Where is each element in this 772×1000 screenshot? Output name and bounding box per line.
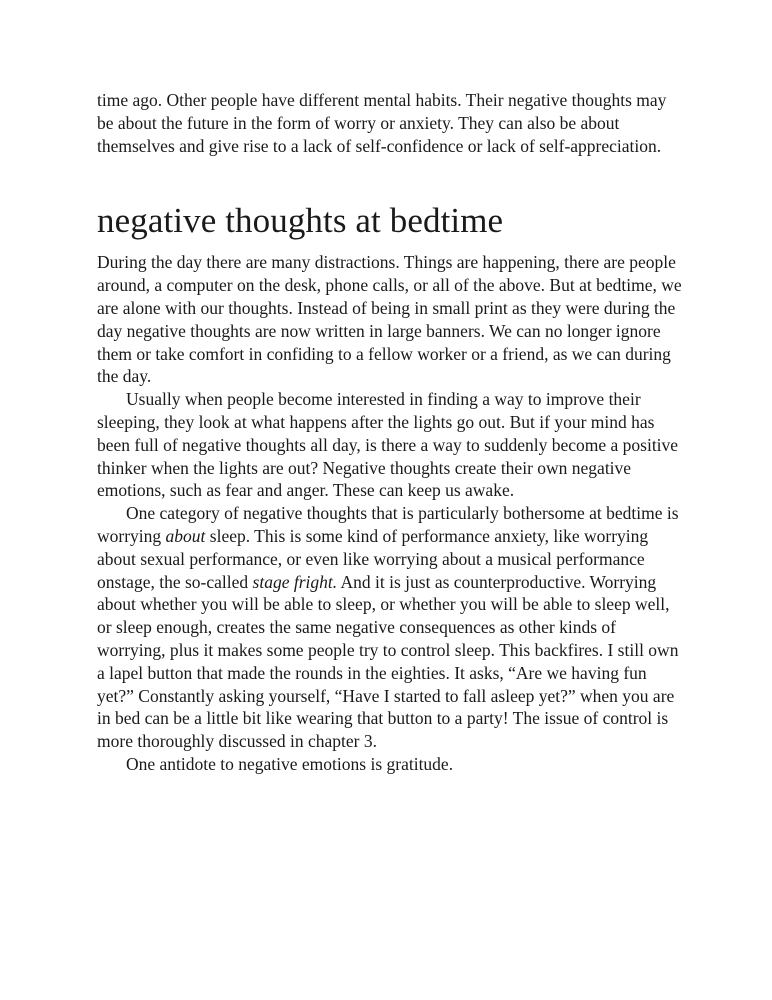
paragraph-2: Usually when people become interested in finding a way to improve their sleeping, they look at what happens after the lights go out. But if your mind has been full of negative thoughts all day, is there a way to suddenly become a positive thinker when the lights are out? Negative thoughts create their own negative emotions, such as fear and anger. These can keep us awake. [97,389,679,501]
emphasis-stage-fright: stage fright. [252,571,338,592]
paragraph-1: During the day there are many distractions. Things are happening, there are people around, a computer on the desk, phone calls, or all of the above. But at bedtime, we are alone with our thoughts. Instead of being in small print as they were during the day negative thoughts are now written in large banners. We can no longer ignore them or take comfort in confiding to a fellow worker or a friend, as we can during the day. [97,252,682,387]
intro-paragraph: time ago. Other people have different mental habits. Their negative thoughts may be about the future in the form of worry or anxiety. They can also be about themselves and give rise to a lack of self-confidence or lack of self-appreciation. [97,90,667,156]
page-body [97,89,682,776]
paragraph-3 [97,502,682,753]
paragraph-3-text-c: And it is just as counterproductive. Worrying about whether you will be able to sleep, or whether you will be able to sleep well, or sleep enough, creates the same negative consequences as other kinds of worrying, plus it makes some people try to control sleep. This backfires. I still own a lapel button that made the rounds in the eighties. It asks, “Are we having fun yet?” Constantly asking yourself, “Have I started to fall asleep yet?” when you are in bed can be a little bit like wearing that button to a party! The issue of control is more thoroughly discussed in chapter 3. [97,571,679,752]
emphasis-about: about [165,525,206,546]
paragraph-3-text-a: One category of negative thoughts that is particularly bothersome at bedtime is worrying [97,503,679,546]
section-heading: negative thoughts at bedtime [97,201,504,241]
paragraph-4: One antidote to negative emotions is gratitude. [126,753,454,774]
paragraph-3-text-b: sleep. This is some kind of performance anxiety, like worrying about sexual performance, or even like worrying about a musical performance onstage, the so-called [97,525,649,592]
